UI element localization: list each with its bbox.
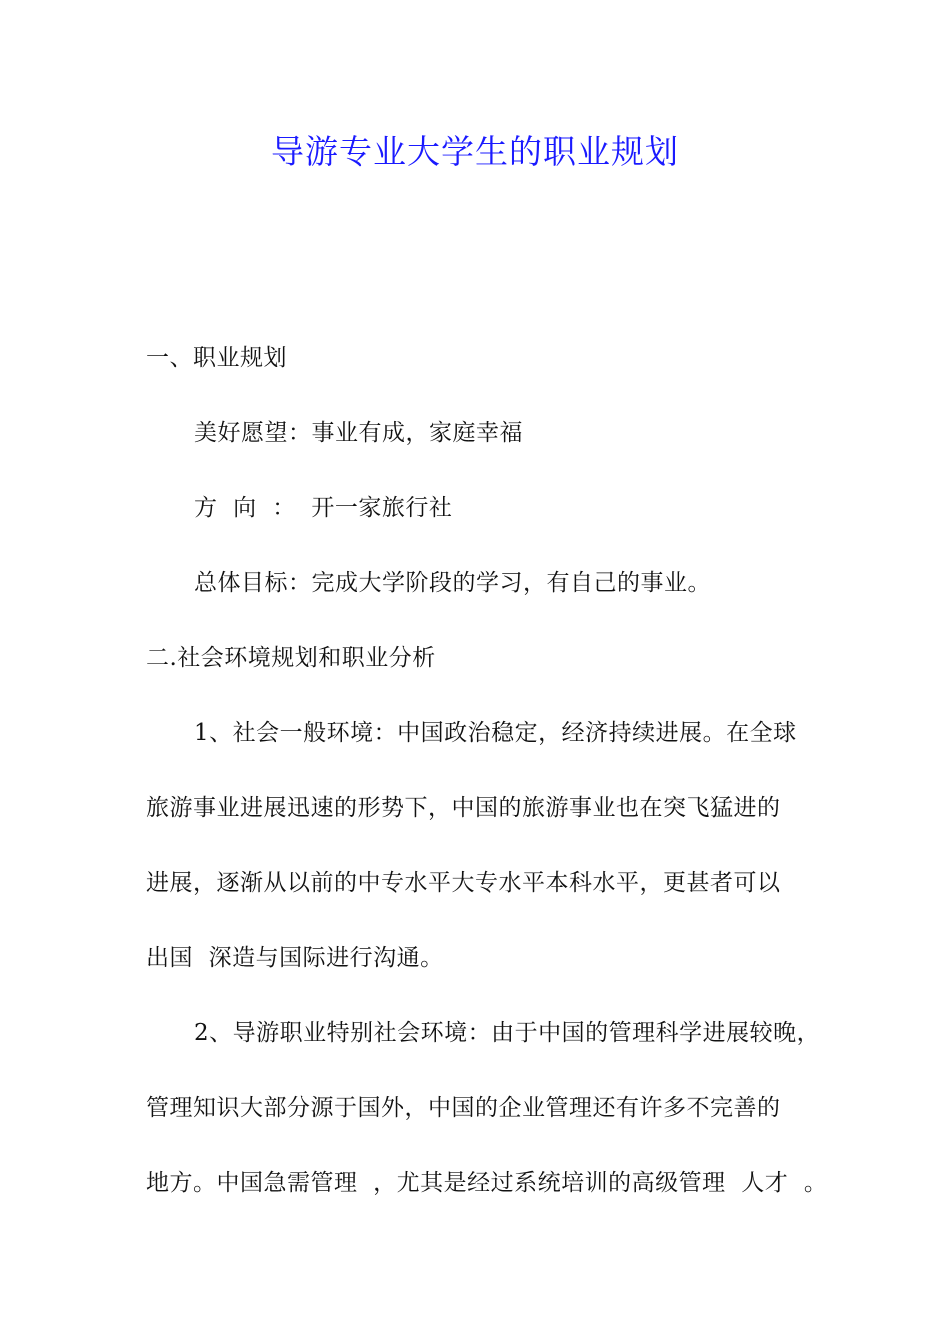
direction-line: 方 向 ： 开一家旅行社 — [194, 495, 453, 521]
section-2-heading: 二.社会环境规划和职业分析 — [146, 645, 436, 671]
paragraph-1-line-1: 1、社会一般环境：中国政治稳定，经济持续进展。在全球 — [194, 720, 797, 746]
section-1-heading: 一、职业规划 — [146, 345, 287, 371]
paragraph-2-line-1: 2、导游职业特别社会环境：由于中国的管理科学进展较晚， — [194, 1020, 821, 1046]
paragraph-2-line-2: 管理知识大部分源于国外，中国的企业管理还有许多不完善的 — [146, 1095, 781, 1121]
paragraph-2-line-3: 地方。中国急需管理 ，尤其是经过系统培训的高级管理 人才 。 — [146, 1170, 828, 1196]
paragraph-1-line-2: 旅游事业进展迅速的形势下，中国的旅游事业也在突飞猛进的 — [146, 795, 781, 821]
document-title: 导游专业大学生的职业规划 — [271, 132, 679, 171]
wish-line: 美好愿望：事业有成，家庭幸福 — [194, 420, 523, 446]
paragraph-1-line-4: 出国 深造与国际进行沟通。 — [146, 945, 444, 971]
paragraph-1-line-3: 进展，逐渐从以前的中专水平大专水平本科水平，更甚者可以 — [146, 870, 781, 896]
goal-line: 总体目标：完成大学阶段的学习，有自己的事业。 — [194, 570, 711, 596]
